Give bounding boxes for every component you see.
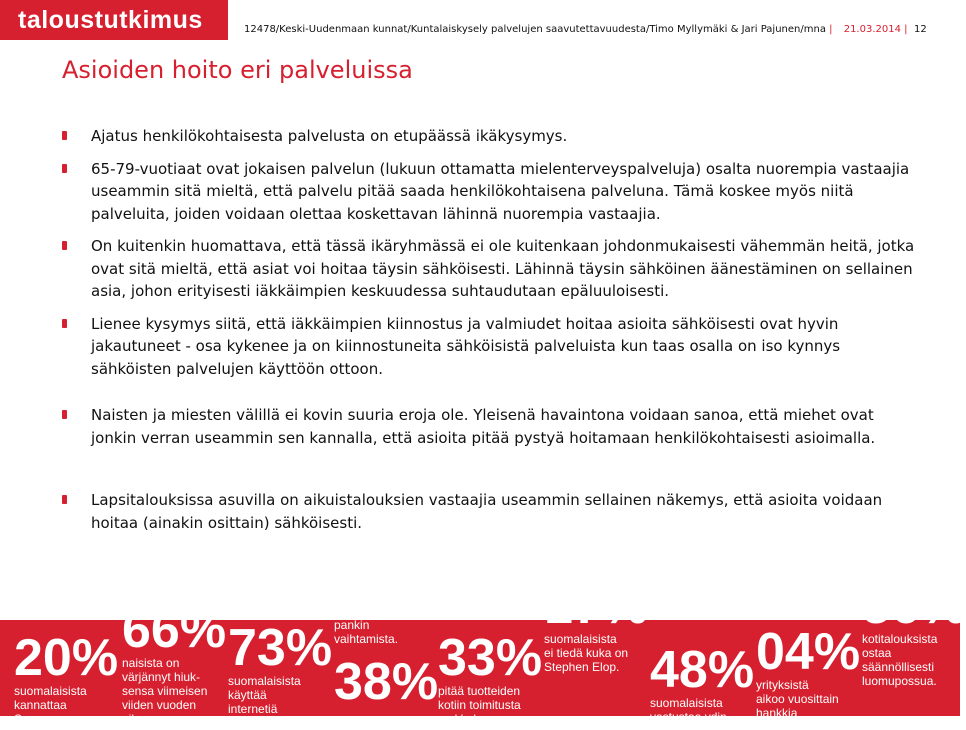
stat-text: suomalaisista vastustaa ydin- [650,696,731,724]
statistics-banner [0,577,966,730]
bullet-icon [62,241,67,250]
stat-value: 73% [228,619,333,677]
bullet-icon [62,410,67,419]
bullet-item [62,235,922,303]
bullet-item [62,404,922,449]
stat-block [334,618,439,711]
bullet-text: Ajatus henkilökohtaisesta palvelusta on etupäässä ikäkysymys. [91,127,568,145]
report-meta: 12478/Keski-Uudenmaan kunnat/Kuntalaiskysely palvelujen saavutettavuudesta/Timo Myllymäki & Jari Pajunen/mna [244,24,826,35]
divider: | [904,24,908,35]
bullet-icon [62,164,67,173]
report-date: 21.03.2014 [843,24,901,35]
bullet-icon [62,131,67,140]
stat-text: pankin vaihtamista. [334,618,399,646]
stat-block [862,577,966,688]
stat-value: 66% [122,601,227,659]
bullet-text: 65-79-vuotiaat ovat jokaisen palvelun (lukuun ottamatta mielenterveyspalveluja) osalta nuorempia vastaajia useammin sitä mieltä, että palvelu pitää saada henkilökohtaisena palveluna. Tämä koskee myös niitä palveluita, joiden voidaan olettaa koskettavan lähinnä nuorempia vastaajia. [91,159,910,223]
stat-block [14,629,119,726]
stat-text: suomalaisista kannattaa Suomen [14,684,87,726]
stat-block [228,619,333,730]
stat-value: 04% [756,623,861,681]
stat-value: 56% [862,577,966,635]
bullet-item [62,489,922,534]
stat-block [438,629,543,726]
page-title: Asioiden hoito eri palveluissa [62,56,413,84]
bullet-item [62,158,922,226]
stat-text: suomalaisista käyttää internetiä päivittäin tai [228,674,301,730]
stat-text: yrityksistä aikoo vuosittain hankkia [756,678,839,720]
bullet-text: On kuitenkin huomattava, että tässä ikäryhmässä ei ole kuitenkaan johdonmukaisesti vähemmän heitä, jotka ovat sitä mieltä, että asiat voi hoitaa täysin sähköisesti. Lähinnä täysin sähköinen äänestäminen on sellainen asia, johon erityisesti iäkkäimpien keskuudessa suhtaudutaan epäluuloisesti. [91,237,915,300]
stat-text: suomalaisista ei tiedä kuka on Stephen Elop. [544,632,629,674]
bullet-list [62,125,922,544]
page-number: 12 [914,24,927,35]
stat-text: naisista on värjännyt hiuk- sensa viimeisen viiden vuoden aikana. [122,656,208,726]
stat-value: 38% [334,653,439,711]
bullet-item [62,125,922,148]
bullet-item [62,313,922,381]
stat-value: 17% [544,577,649,635]
bullet-text: Naisten ja miesten välillä ei kovin suuria eroja ole. Yleisenä havaintona voidaan sanoa, että miehet ovat jonkin verran useammin sen kannalla, että asioita pitää pystyä hoitamaan henkilökohtaisesti asioimalla. [91,406,876,447]
header-meta [244,24,908,35]
bullet-icon [62,319,67,328]
stat-block [756,623,861,720]
stat-block [122,601,227,726]
stat-value: 33% [438,629,543,687]
company-logo: taloustutkimus oy [0,0,228,40]
stat-value: 20% [14,629,119,687]
divider: | [829,24,836,35]
stat-text: kotitalouksista ostaa säännöllisesti luomupossua. [862,632,938,688]
stat-text: pitää tuotteiden kotiin toimitusta verkkokaupan [438,684,521,726]
stat-block [650,641,755,724]
bullet-text: Lienee kysymys siitä, että iäkkäimpien kiinnostus ja valmiudet hoitaa asioita sähköisesti ovat hyvin jakautuneet - osa kykenee ja on kiinnostuneita sähköisistä palveluista kun taas osalla on iso kynnys sähköisten palvelujen käyttöön ottoon. [91,314,841,378]
bullet-icon [62,495,67,504]
stat-value: 48% [650,641,755,699]
bullet-text: Lapsitalouksissa asuvilla on aikuistalouksien vastaajia useammin sellainen näkemys, että asioita voidaan hoitaa (ainakin osittain) sähköisesti. [91,491,883,532]
stat-block [544,577,649,674]
